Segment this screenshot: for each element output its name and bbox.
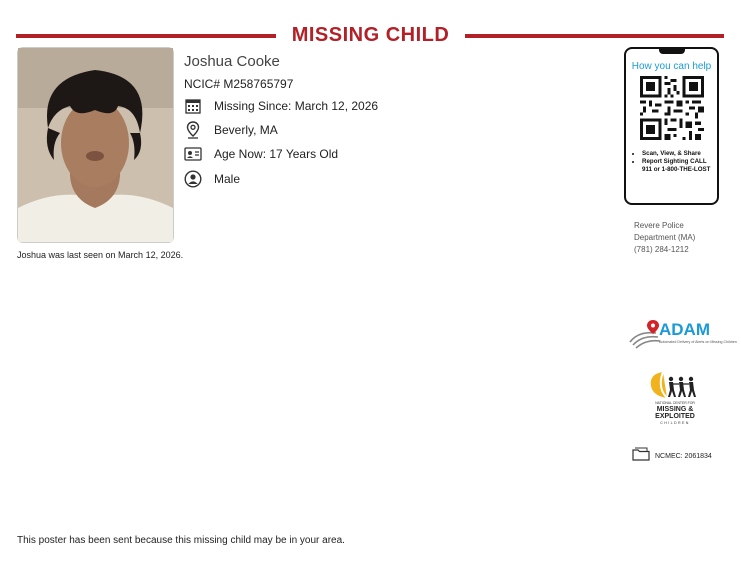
phone-notch <box>659 49 685 54</box>
child-photo <box>17 47 174 243</box>
how-you-can-help-heading: How you can help <box>631 61 712 72</box>
svg-text:NATIONAL CENTER FOR: NATIONAL CENTER FOR <box>655 401 695 405</box>
age-row <box>184 144 338 164</box>
agency-contact <box>634 220 695 256</box>
adam-logo <box>628 318 737 354</box>
location-pin-icon <box>184 121 202 139</box>
last-known-location: Beverly, MA <box>214 123 278 137</box>
svg-text:EXPLOITED: EXPLOITED <box>655 413 695 420</box>
ncmec-case-number: NCMEC: 2061834 <box>655 453 712 460</box>
location-row <box>184 120 278 140</box>
ncmec-logo <box>645 368 705 430</box>
id-card-icon <box>184 145 202 163</box>
svg-text:MISSING &: MISSING & <box>656 406 694 413</box>
last-seen-note: Joshua was last seen on March 12, 2026. <box>17 250 184 260</box>
ncic-number: NCIC# M258765797 <box>184 77 294 91</box>
sex-row <box>184 169 240 189</box>
agency-name-line2: Department (MA) <box>634 233 696 242</box>
help-item-share: • Scan, View, & Share <box>642 150 713 158</box>
help-item-report: • Report Sighting CALL 911 or 1-800-THE-LOST <box>642 158 713 174</box>
help-instructions <box>626 150 717 174</box>
agency-name-line1: Revere Police <box>634 221 684 230</box>
qr-code[interactable] <box>640 76 704 140</box>
qr-phone-card <box>624 47 719 205</box>
folder-icon <box>632 447 650 466</box>
missing-since-row <box>184 96 378 116</box>
adam-tagline: Automated Delivery of Alerts on Missing Children <box>659 340 737 344</box>
person-icon <box>184 170 202 188</box>
age-now: Age Now: 17 Years Old <box>214 147 339 161</box>
poster-footer: This poster has been sent because this missing child may be in your area. <box>17 535 345 546</box>
child-name: Joshua Cooke <box>184 53 280 70</box>
adam-wordmark: ADAM <box>659 320 710 339</box>
poster-title: MISSING CHILD <box>291 24 450 46</box>
calendar-icon <box>184 97 202 115</box>
missing-since: Missing Since: March 12, 2026 <box>214 99 379 113</box>
agency-phone: (781) 284-1212 <box>634 245 689 254</box>
sex: Male <box>214 172 241 186</box>
svg-text:CHILDREN: CHILDREN <box>660 421 690 425</box>
ncmec-case <box>632 447 712 466</box>
